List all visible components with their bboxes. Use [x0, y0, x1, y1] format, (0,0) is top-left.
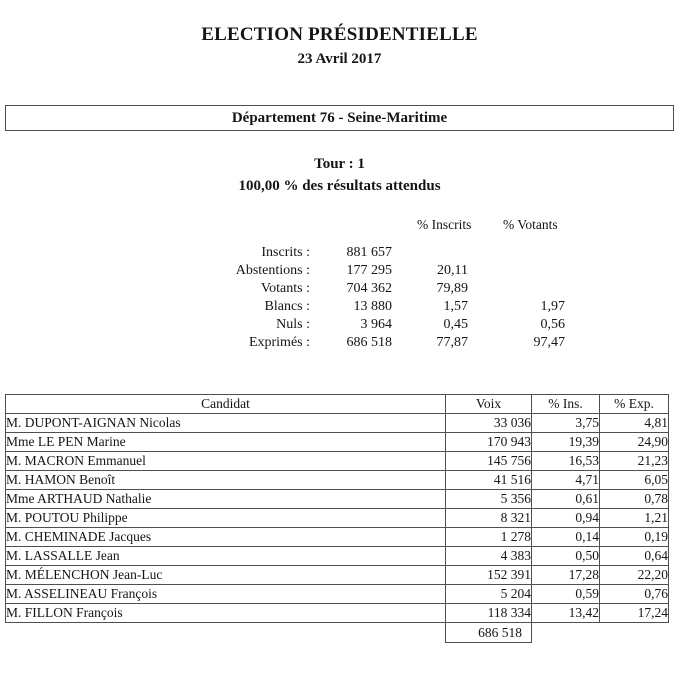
result-row [6, 566, 669, 585]
summary-label: Votants : [260, 281, 310, 296]
candidate-name: M. LASSALLE Jean [6, 547, 446, 566]
voix-value: 118 334 [446, 604, 532, 623]
candidate-name: M. FILLON François [6, 604, 446, 623]
pct-ins-value: 0,59 [532, 585, 600, 604]
pct-ins-value: 0,94 [532, 509, 600, 528]
page-title: ELECTION PRÉSIDENTIELLE [201, 24, 478, 45]
total-row [6, 623, 669, 643]
pct-ins-value: 13,42 [532, 604, 600, 623]
pct-exp-value: 22,20 [600, 566, 669, 585]
voix-value: 5 356 [446, 490, 532, 509]
summary-pct-inscrits: 79,89 [436, 281, 468, 296]
candidate-name: Mme LE PEN Marine [6, 433, 446, 452]
department-banner: Département 76 - Seine-Maritime [5, 105, 674, 131]
result-row [6, 547, 669, 566]
pct-ins-value: 3,75 [532, 414, 600, 433]
summary-value: 3 964 [360, 317, 392, 332]
summary-pct-votants [468, 280, 565, 298]
candidate-name: M. CHEMINADE Jacques [6, 528, 446, 547]
voix-value: 8 321 [446, 509, 532, 528]
participation-summary [0, 244, 565, 352]
summary-pct-inscrits: 20,11 [437, 263, 468, 278]
header-pct-exp: % Exp. [600, 395, 669, 414]
voix-value: 5 204 [446, 585, 532, 604]
header-voix: Voix [446, 395, 532, 414]
summary-pct-votants: 97,47 [533, 335, 565, 350]
summary-label: Nuls : [276, 317, 310, 332]
pct-exp-value: 1,21 [600, 509, 669, 528]
summary-pct-votants [468, 244, 565, 262]
candidate-name: M. ASSELINEAU François [6, 585, 446, 604]
candidates-results-table [5, 394, 669, 643]
candidate-name: M. POUTOU Philippe [6, 509, 446, 528]
summary-pct-inscrits: 0,45 [443, 317, 468, 332]
summary-pct-votants [468, 262, 565, 280]
summary-row [0, 244, 565, 262]
result-row [6, 471, 669, 490]
summary-column-headers [417, 217, 679, 233]
candidate-name: M. DUPONT-AIGNAN Nicolas [6, 414, 446, 433]
summary-label: Inscrits : [261, 245, 310, 260]
pct-exp-value: 4,81 [600, 414, 669, 433]
tour-label: Tour : 1 [314, 156, 365, 172]
result-row [6, 528, 669, 547]
election-date: 23 Avril 2017 [297, 51, 382, 67]
pct-ins-value: 17,28 [532, 566, 600, 585]
voix-value: 33 036 [446, 414, 532, 433]
voix-value: 170 943 [446, 433, 532, 452]
summary-value: 704 362 [346, 281, 392, 296]
summary-row [0, 298, 565, 316]
voix-value: 152 391 [446, 566, 532, 585]
result-row [6, 490, 669, 509]
pct-ins-value: 0,50 [532, 547, 600, 566]
summary-pct-votants: 0,56 [540, 317, 565, 332]
pct-ins-value: 4,71 [532, 471, 600, 490]
summary-pct-inscrits: 1,57 [443, 299, 468, 314]
pct-ins-value: 0,14 [532, 528, 600, 547]
summary-pct-inscrits [392, 244, 468, 262]
pct-ins-value: 19,39 [532, 433, 600, 452]
result-row [6, 433, 669, 452]
summary-row [0, 262, 565, 280]
pct-exp-value: 0,19 [600, 528, 669, 547]
summary-value: 177 295 [346, 263, 392, 278]
result-row [6, 604, 669, 623]
result-row [6, 509, 669, 528]
voix-value: 145 756 [446, 452, 532, 471]
summary-value: 686 518 [346, 335, 392, 350]
pct-exp-value: 21,23 [600, 452, 669, 471]
summary-value: 13 880 [353, 299, 392, 314]
pct-exp-value: 0,76 [600, 585, 669, 604]
voix-value: 4 383 [446, 547, 532, 566]
summary-label: Blancs : [264, 299, 310, 314]
results-progress: 100,00 % des résultats attendus [238, 178, 441, 194]
total-spacer [600, 623, 669, 643]
summary-label: Abstentions : [235, 263, 310, 278]
total-spacer [532, 623, 600, 643]
voix-value: 41 516 [446, 471, 532, 490]
candidate-name: M. MACRON Emmanuel [6, 452, 446, 471]
result-row [6, 585, 669, 604]
header-candidat: Candidat [6, 395, 446, 414]
pct-inscrits-header: % Inscrits [417, 217, 472, 232]
pct-exp-value: 24,90 [600, 433, 669, 452]
pct-ins-value: 16,53 [532, 452, 600, 471]
voix-value: 1 278 [446, 528, 532, 547]
candidate-name: M. HAMON Benoît [6, 471, 446, 490]
header-pct-ins: % Ins. [532, 395, 600, 414]
candidate-name: M. MÉLENCHON Jean-Luc [6, 566, 446, 585]
summary-value: 881 657 [346, 245, 392, 260]
pct-exp-value: 0,64 [600, 547, 669, 566]
pct-exp-value: 17,24 [600, 604, 669, 623]
pct-exp-value: 0,78 [600, 490, 669, 509]
summary-pct-votants: 1,97 [540, 299, 565, 314]
result-row [6, 452, 669, 471]
summary-row [0, 334, 565, 352]
election-results-document [0, 24, 679, 686]
summary-label: Exprimés : [248, 335, 310, 350]
total-voix-value: 686 518 [446, 623, 532, 643]
candidate-name: Mme ARTHAUD Nathalie [6, 490, 446, 509]
total-spacer [6, 623, 446, 643]
pct-ins-value: 0,61 [532, 490, 600, 509]
summary-row [0, 280, 565, 298]
summary-pct-inscrits: 77,87 [436, 335, 468, 350]
results-header-row [6, 395, 669, 414]
result-row [6, 414, 669, 433]
pct-votants-header: % Votants [503, 217, 558, 232]
pct-exp-value: 6,05 [600, 471, 669, 490]
summary-row [0, 316, 565, 334]
